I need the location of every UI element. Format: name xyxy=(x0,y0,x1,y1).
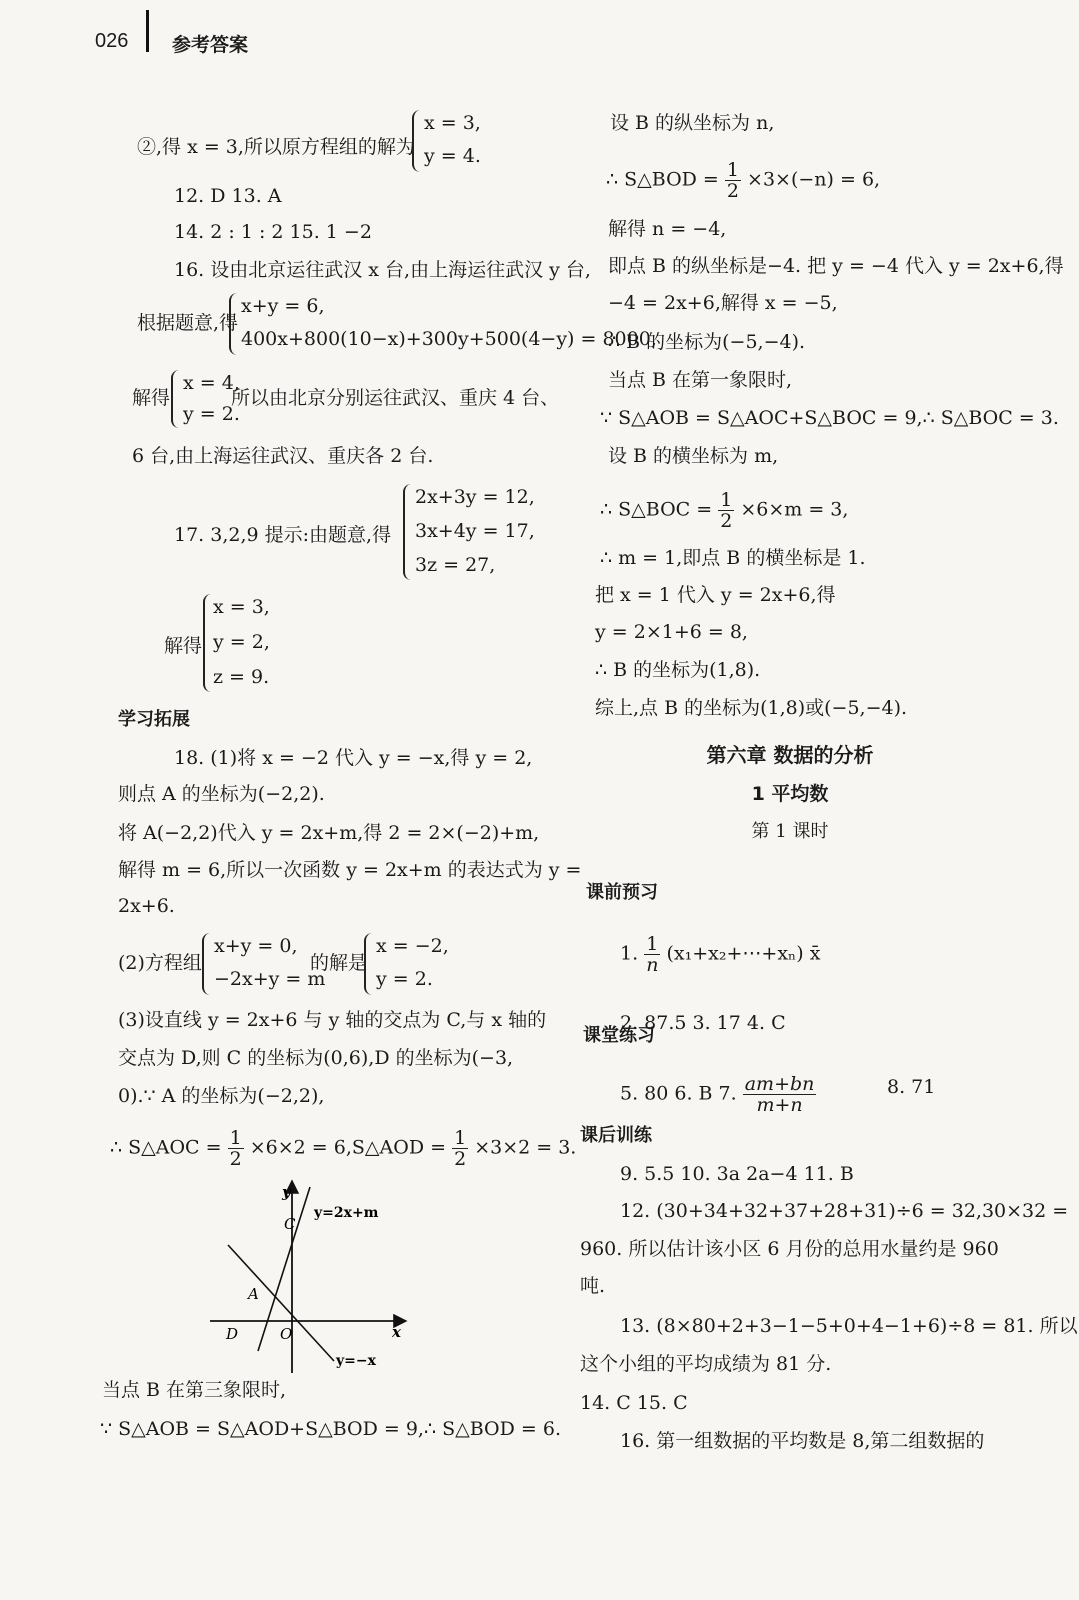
right-line-4: 即点 B 的纵坐标是−4. 把 y = −4 代入 y = 2x+6,得 xyxy=(608,255,1064,277)
numerator: am+bn xyxy=(744,1073,815,1095)
answer-18-2-prefix: (2)方程组 xyxy=(118,952,202,974)
answer-16-line-4: 6 台,由上海运往武汉、重庆各 2 台. xyxy=(132,445,434,467)
brace xyxy=(202,933,212,995)
answer-17: 17. 3,2,9 提示:由题意,得 xyxy=(174,524,392,546)
homework-q14-15: 14. C 15. C xyxy=(580,1392,688,1414)
fraction-half xyxy=(718,490,734,531)
sys-row: y = 2. xyxy=(376,968,433,990)
text: ∴ S△BOC = xyxy=(600,498,713,521)
right-line-15: 综上,点 B 的坐标为(1,8)或(−5,−4). xyxy=(595,697,908,719)
sys-row: y = 2, xyxy=(213,631,270,653)
practice-q5-7 xyxy=(620,1074,816,1115)
text: ×3×2 = 3. xyxy=(474,1136,577,1159)
fraction-weighted-mean xyxy=(743,1074,817,1115)
sys-row: x = 3, xyxy=(424,112,481,134)
fraction-1-over-n xyxy=(644,934,660,975)
answer-18-line-3: 将 A(−2,2)代入 y = 2x+m,得 2 = 2×(−2)+m, xyxy=(118,822,540,844)
answer-18-line-b3: 当点 B 在第三象限时, xyxy=(102,1379,287,1401)
fraction-half xyxy=(228,1128,244,1169)
brace xyxy=(229,293,239,355)
fraction-half xyxy=(725,160,741,201)
point-c-label: C xyxy=(284,1215,296,1233)
answer-18-line-2: 则点 A 的坐标为(−2,2). xyxy=(118,783,325,805)
sys-row: y = 2. xyxy=(183,403,240,425)
denominator: 2 xyxy=(720,510,733,532)
denominator: 2 xyxy=(229,1148,242,1170)
right-line-2 xyxy=(606,160,880,201)
coordinate-graph xyxy=(200,1175,420,1375)
answer-16-line-3: 所以由北京分别运往武汉、重庆 4 台、 xyxy=(231,387,560,409)
line-minus-x xyxy=(228,1245,334,1361)
denominator: 2 xyxy=(726,180,739,202)
text: ×6×m = 3, xyxy=(740,498,849,521)
sys-row: 3x+4y = 17, xyxy=(415,520,535,542)
numerator: 1 xyxy=(454,1127,467,1149)
point-a-label: A xyxy=(248,1285,259,1303)
section-heading-xuexi: 学习拓展 xyxy=(118,709,190,730)
numerator: 1 xyxy=(644,934,660,955)
practice-q8: 8. 71 xyxy=(887,1076,936,1098)
text: 5. 80 6. B 7. xyxy=(620,1082,737,1105)
text: (x₁+x₂+⋯+xₙ) x̄ xyxy=(666,942,821,965)
answer-14-15: 14. 2 : 1 : 2 15. 1 −2 xyxy=(174,221,372,243)
homework-q16: 16. 第一组数据的平均数是 8,第二组数据的 xyxy=(620,1430,985,1452)
section-heading-preview: 课前预习 xyxy=(586,882,658,903)
answer-18-line-b3-area: ∵ S△AOB = S△AOD+S△BOD = 9,∴ S△BOD = 6. xyxy=(100,1418,561,1440)
answer-18-3-line-4 xyxy=(110,1128,576,1169)
system-18-2 xyxy=(202,933,326,995)
denominator: 2 xyxy=(454,1148,467,1170)
line2-label: y=−x xyxy=(336,1353,376,1369)
denominator: m+n xyxy=(756,1094,803,1116)
sys-row: x+y = 6, xyxy=(241,295,325,317)
brace xyxy=(364,933,374,995)
sys-row: x+y = 0, xyxy=(214,935,298,957)
answer-18-line-1: 18. (1)将 x = −2 代入 y = −x,得 y = 2, xyxy=(174,747,533,769)
answer-16-line-3-prefix: 解得 xyxy=(132,387,171,409)
brace xyxy=(203,594,213,692)
right-line-10 xyxy=(600,490,848,531)
header-divider xyxy=(146,10,149,52)
denominator: n xyxy=(646,954,659,976)
origin-label: O xyxy=(280,1325,293,1343)
numerator: 1 xyxy=(726,159,739,181)
page-number: 026 xyxy=(95,30,129,52)
answer-18-3-line-1: (3)设直线 y = 2x+6 与 y 轴的交点为 C,与 x 轴的 xyxy=(118,1009,547,1031)
right-line-14: ∴ B 的坐标为(1,8). xyxy=(595,659,761,681)
answer-12-13: 12. D 13. A xyxy=(174,185,282,207)
section-title: 1 平均数 xyxy=(751,783,829,805)
numerator: 1 xyxy=(720,489,733,511)
text: ×3×(−n) = 6, xyxy=(747,168,881,191)
sys-row: −2x+y = m xyxy=(214,968,326,990)
system-17 xyxy=(403,484,533,580)
preview-q1 xyxy=(620,934,820,975)
answer-18-2-mid: 的解是 xyxy=(310,952,368,974)
right-line-5: −4 = 2x+6,解得 x = −5, xyxy=(608,292,838,314)
section-heading-practice: 课堂练习 xyxy=(583,1025,655,1046)
line1-label: y=2x+m xyxy=(314,1205,379,1221)
sys-row: 3z = 27, xyxy=(415,554,496,576)
homework-q12-line-2: 960. 所以估计该小区 6 月份的总用水量约是 960 xyxy=(580,1238,999,1260)
homework-q13-line-1: 13. (8×80+2+3−1−5+0+4−1+6)÷8 = 81. 所以 xyxy=(620,1315,1078,1337)
sys-row: x = 4, xyxy=(183,372,240,394)
lesson-title: 第 1 课时 xyxy=(751,821,829,842)
homework-q12-line-3: 吨. xyxy=(580,1275,606,1297)
page-title: 参考答案 xyxy=(172,34,249,56)
preview-q2-4: 2. 87.5 3. 17 4. C xyxy=(620,1012,786,1034)
chapter-title: 第六章 数据的分析 xyxy=(706,743,874,767)
right-line-9: 设 B 的横坐标为 m, xyxy=(608,445,779,467)
brace xyxy=(171,370,181,428)
right-line-11: ∴ m = 1,即点 B 的横坐标是 1. xyxy=(600,547,866,569)
system-17-solution xyxy=(203,594,273,692)
sys-row: z = 9. xyxy=(213,666,270,688)
homework-q9-11: 9. 5.5 10. 3a 2a−4 11. B xyxy=(620,1163,854,1185)
right-line-6: ∴ B 的坐标为(−5,−4). xyxy=(608,331,806,353)
answer-18-3-line-3: 0).∵ A 的坐标为(−2,2), xyxy=(118,1085,325,1107)
answer-18-3-line-2: 交点为 D,则 C 的坐标为(0,6),D 的坐标为(−3, xyxy=(118,1047,514,1069)
y-axis-label: y xyxy=(282,1183,291,1201)
section-heading-homework: 课后训练 xyxy=(580,1125,652,1146)
sys-row: 400x+800(10−x)+300y+500(4−y) = 8000, xyxy=(241,328,657,350)
point-d-label: D xyxy=(226,1325,239,1343)
right-line-7: 当点 B 在第一象限时, xyxy=(608,369,793,391)
right-line-8: ∵ S△AOB = S△AOC+S△BOC = 9,∴ S△BOC = 3. xyxy=(600,407,1059,429)
fraction-half xyxy=(452,1128,468,1169)
text: ∴ S△AOC = xyxy=(110,1136,222,1159)
sys-row: 2x+3y = 12, xyxy=(415,486,535,508)
left-line-1: ②,得 x = 3,所以原方程组的解为 xyxy=(137,136,415,158)
sys-row: x = 3, xyxy=(213,596,270,618)
answer-18-line-5: 2x+6. xyxy=(118,895,175,917)
x-axis-label: x xyxy=(392,1323,401,1341)
sys-row: y = 4. xyxy=(424,145,481,167)
sys-row: x = −2, xyxy=(376,935,449,957)
answer-17-solution-prefix: 解得 xyxy=(164,635,203,657)
text: ×6×2 = 6,S△AOD = xyxy=(249,1136,447,1159)
brace xyxy=(403,484,413,580)
right-line-1: 设 B 的纵坐标为 n, xyxy=(610,112,775,134)
system-l1 xyxy=(412,110,492,172)
homework-q13-line-2: 这个小组的平均成绩为 81 分. xyxy=(580,1353,832,1375)
right-line-3: 解得 n = −4, xyxy=(608,218,727,240)
text: ∴ S△BOD = xyxy=(606,168,719,191)
numerator: 1 xyxy=(229,1127,242,1149)
answer-16-line-1: 16. 设由北京运往武汉 x 台,由上海运往武汉 y 台, xyxy=(174,259,591,281)
right-line-12: 把 x = 1 代入 y = 2x+6,得 xyxy=(595,584,836,606)
answer-18-line-4: 解得 m = 6,所以一次函数 y = 2x+m 的表达式为 y = xyxy=(118,859,582,881)
brace xyxy=(412,110,422,172)
right-line-13: y = 2×1+6 = 8, xyxy=(595,621,748,643)
system-16 xyxy=(229,293,657,355)
homework-q12-line-1: 12. (30+34+32+37+28+31)÷6 = 32,30×32 = xyxy=(620,1200,1069,1222)
system-16-solution xyxy=(171,370,240,428)
text: 1. xyxy=(620,942,639,965)
answer-16-line-2: 根据题意,得 xyxy=(137,312,239,334)
system-18-2-solution xyxy=(364,933,449,995)
